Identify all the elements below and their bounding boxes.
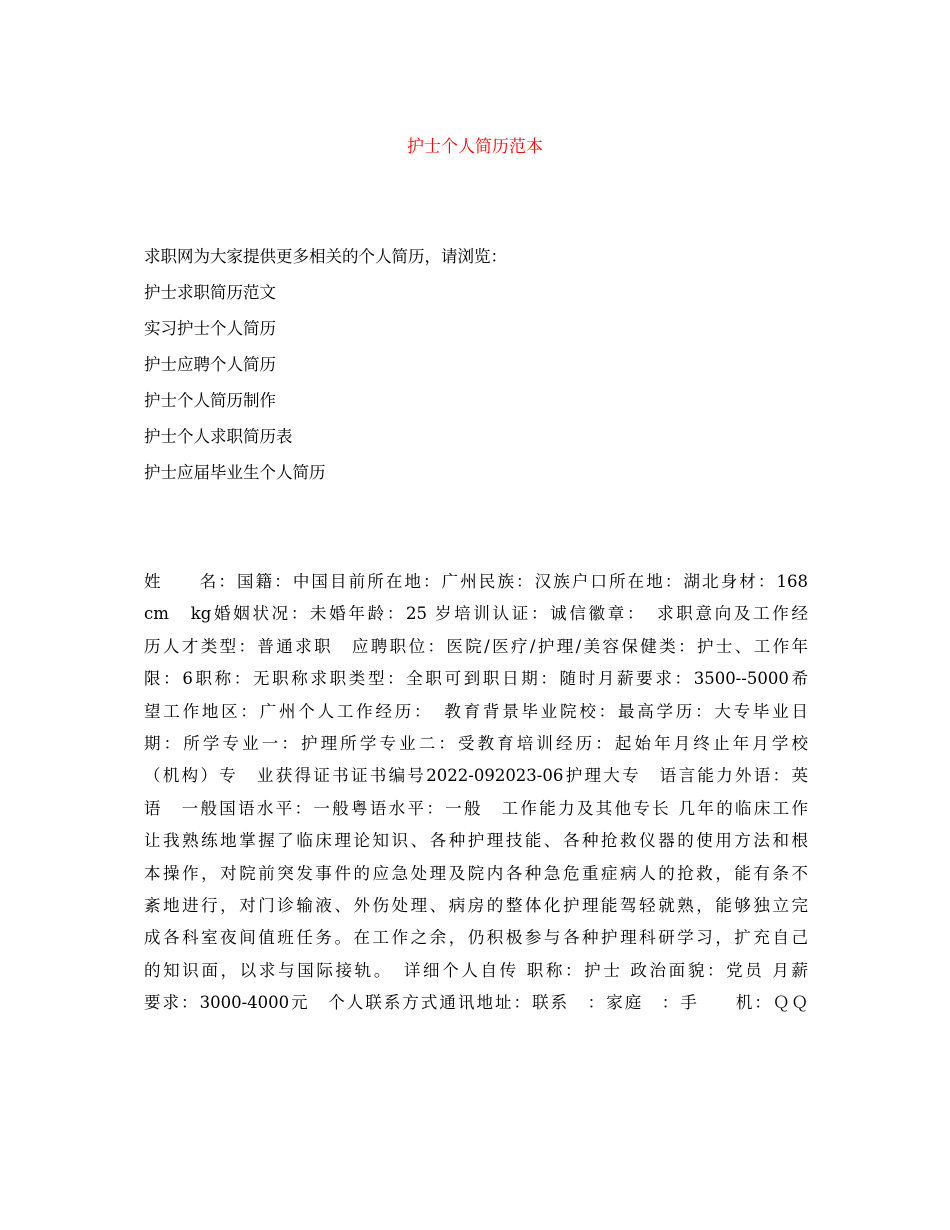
body-line: 让我熟练地掌握了临床理论知识、各种护理技能、各种抢救仪器的使用方法和根 — [144, 831, 808, 851]
body-line: 语 一般国语水平：一般粤语水平：一般 工作能力及其他专长 几年的临床工作 — [144, 798, 808, 818]
document-title: 护士个人简历范本 — [407, 137, 543, 157]
body-line: 姓 名：国籍：中国目前所在地：广州民族：汉族户口所在地：湖北身材：168 — [144, 572, 808, 591]
related-resume-link: 实习护士个人简历 — [144, 319, 276, 338]
body-line: cm kg婚姻状况：未婚年龄：25 岁培训认证：诚信徽章： 求职意向及工作经 — [144, 604, 808, 624]
body-line: 成各科室夜间值班任务。在工作之余，仍积极参与各种护理科研学习，扩充自己 — [144, 928, 808, 948]
body-line: 的知识面，以求与国际接轨。 详细个人自传 职称：护士 政治面貌：党员 月薪 — [144, 960, 808, 980]
body-line: 历人才类型：普通求职 应聘职位：医院/医疗/护理/美容保健类：护士、工作年 — [144, 636, 808, 656]
related-resume-link: 护士应届毕业生个人简历 — [144, 463, 326, 482]
body-line: 望工作地区：广州个人工作经历： 教育背景毕业院校：最高学历：大专毕业日 — [144, 701, 808, 721]
related-resume-link: 护士应聘个人简历 — [144, 355, 276, 374]
body-line: 期：所学专业一：护理所学专业二：受教育培训经历：起始年月终止年月学校 — [144, 733, 808, 753]
related-resume-link: 护士个人简历制作 — [144, 391, 276, 410]
body-line: 本操作，对院前突发事件的应急处理及院内各种急危重症病人的抢救，能有条不 — [144, 863, 808, 883]
body-line: （机构）专 业获得证书证书编号2022-092023-06护理大专 语言能力外语：英 — [144, 766, 808, 786]
intro-line: 求职网为大家提供更多相关的个人简历，请浏览： — [144, 247, 507, 266]
resume-body — [144, 566, 808, 1019]
intro-section — [144, 243, 814, 495]
related-resume-link: 护士个人求职简历表 — [144, 427, 293, 446]
body-line: 限：6职称：无职称求职类型：全职可到职日期：随时月薪要求：3500--5000希 — [144, 669, 808, 689]
body-line: 紊地进行，对门诊输液、外伤处理、病房的整体化护理能驾轻就熟，能够独立完 — [144, 895, 808, 915]
body-line: 要求：3000-4000元 个人联系方式通讯地址：联系 ：家庭 ：手 机：ＱＱ — [144, 993, 808, 1013]
related-resume-link: 护士求职简历范文 — [144, 283, 276, 302]
